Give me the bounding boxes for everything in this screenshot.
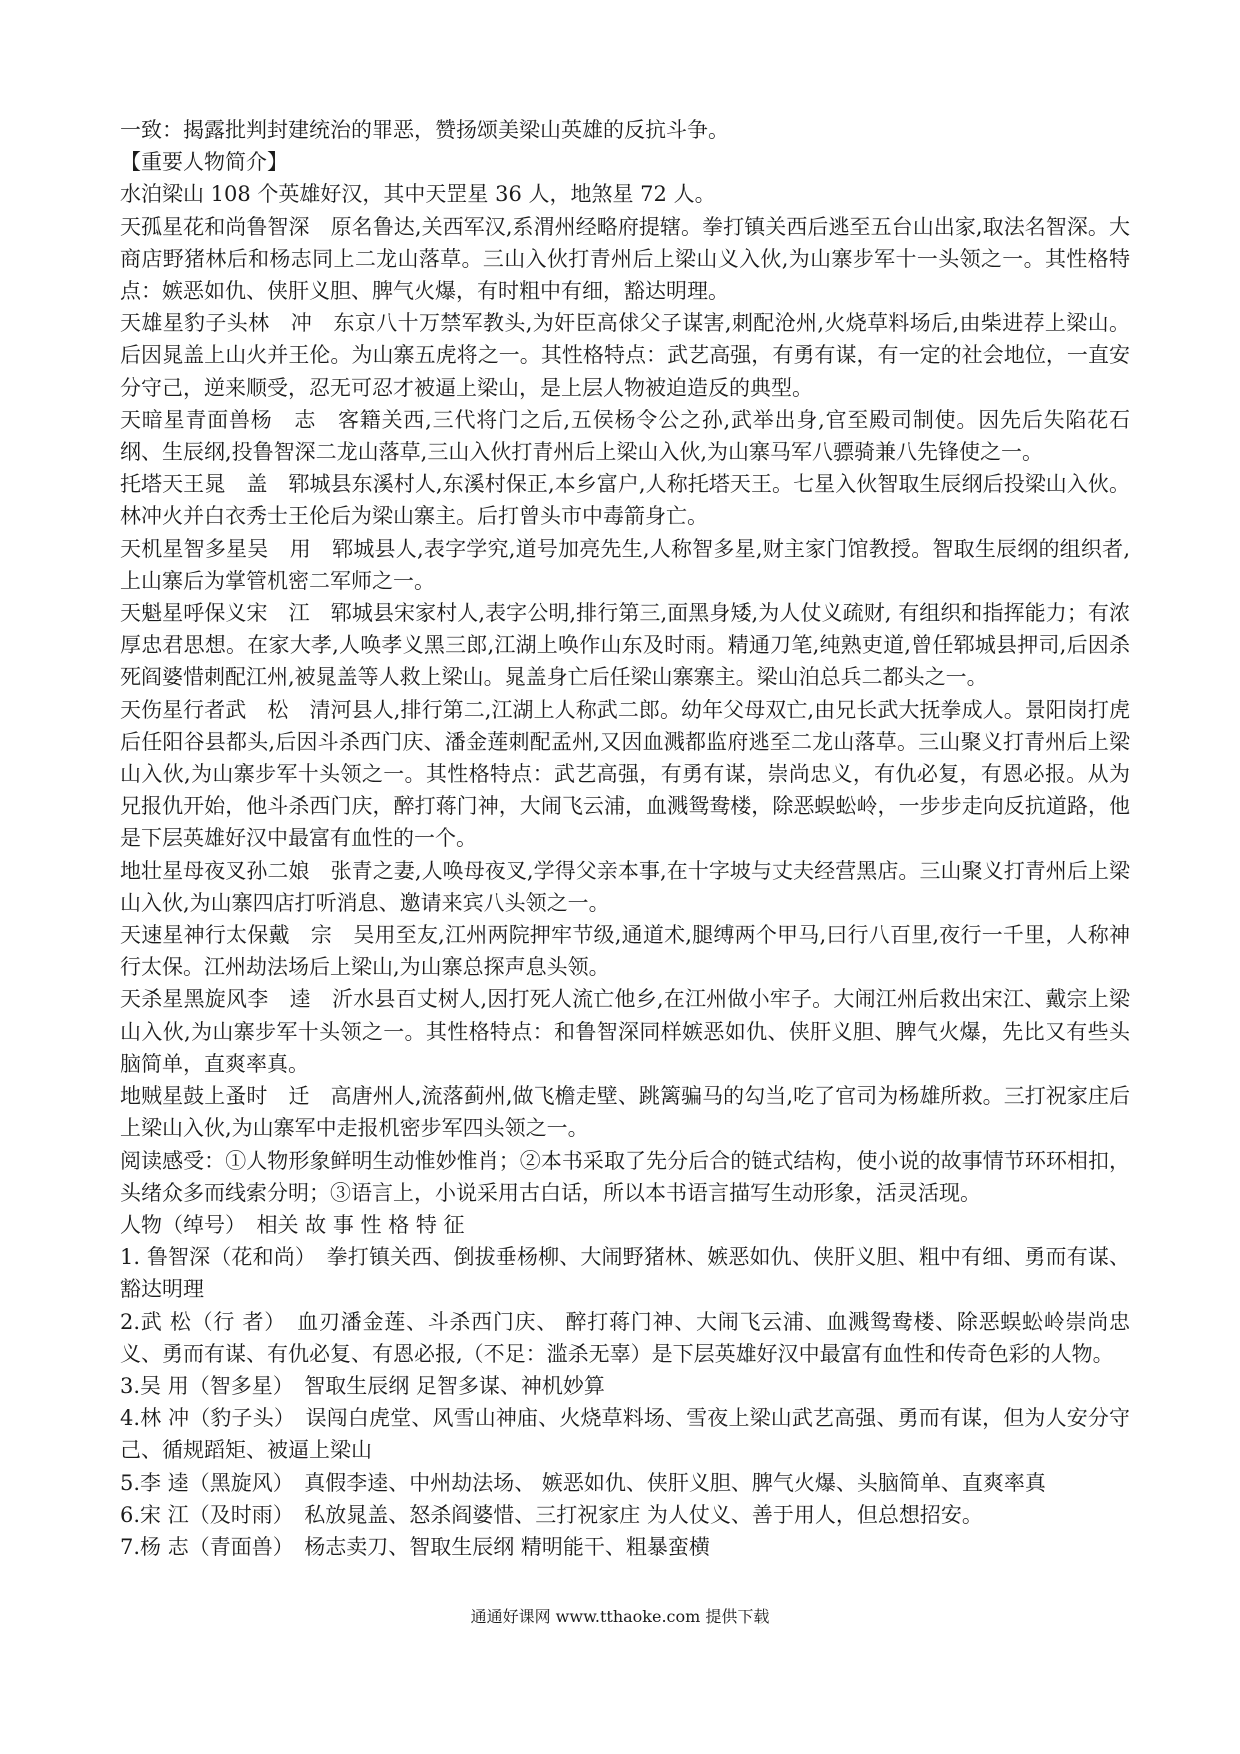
character-entry: 天机星智多星吴 用 郓城县人,表字学究,道号加亮先生,人称智多星,财主家门馆教授。智取生辰纲的组织者,上山寨后为掌管机密二军师之一。 [120,536,1130,593]
character-entry: 地壮星母夜叉孙二娘 张青之妻,人唤母夜叉,学得父亲本事,在十字坡与丈夫经营黑店。三山聚义打青州后上梁山入伙,为山寨四店打听消息、邀请来宾八头领之一。 [120,858,1130,915]
character-entry: 天孤星花和尚鲁智深 原名鲁达,关西军汉,系渭州经略府提辖。拳打镇关西后逃至五台山出家,取法名智深。大商店野猪林后和杨志同上二龙山落草。三山入伙打青州后上梁山义入伙,为山寨步军十一头领之一。其性格特点：嫉恶如仇、侠肝义胆、脾气火爆，有时粗中有细，豁达明理。 [120,214,1130,304]
character-entry: 天伤星行者武 松 清河县人,排行第二,江湖上人称武二郎。幼年父母双亡,由兄长武大抚拳成人。景阳岗打虎后任阳谷县都头,后因斗杀西门庆、潘金莲刺配孟州,又因血溅都监府逃至二龙山落草。三山聚义打青州后上梁山入伙,为山寨步军十头领之一。其性格特点：武艺高强，有勇有谋，崇尚忠义，有仇必复，有恩必报。从为兄报仇开始，他斗杀西门庆，醉打蒋门神，大闹飞云浦，血溅鸳鸯楼，除恶蜈蚣岭，一步步走向反抗道路，他是下层英雄好汉中最富有血性的一个。 [120,697,1130,851]
character-entry: 天速星神行太保戴 宗 吴用至友,江州两院押牢节级,通道术,腿缚两个甲马,曰行八百里,夜行一千里，人称神行太保。江州劫法场后上梁山,为山寨总探声息头领。 [120,923,1130,980]
list-item: 7.杨 志（青面兽） 杨志卖刀、智取生辰纲 精明能干、粗暴蛮横 [120,1534,710,1559]
section-heading: 【重要人物简介】 [120,150,288,175]
reading-feeling: 阅读感受：①人物形象鲜明生动惟妙惟肖；②本书采取了先分后合的链式结构，使小说的故事情节环环相扣，头绪众多而线索分明；③语言上，小说采用古白话，所以本书语言描写生动形象，活灵活现。 [120,1148,1130,1205]
character-entry: 天魁星呼保义宋 江 郓城县宋家村人,表字公明,排行第三,面黑身矮,为人仗义疏财, 有组织和指挥能力；有浓厚忠君思想。在家大孝,人唤孝义黑三郎,江湖上唤作山东及时雨。精通刀笔,纯熟吏道,曾任郓城县押司,后因杀死阎婆惜刺配江州,被晁盖等人救上梁山。晁盖身亡后任梁山寨寨主。梁山泊总兵二都头之一。 [120,601,1130,690]
document-body [120,114,1130,1563]
character-entry: 天雄星豹子头林 冲 东京八十万禁军教头,为奸臣高俅父子谋害,刺配沧州,火烧草料场后,由柴进荐上梁山。后因晁盖上山火并王伦。为山寨五虎将之一。其性格特点：武艺高强，有勇有谋，有一定的社会地位，一直安分守己，逆来顺受，忍无可忍才被逼上梁山，是上层人物被迫造反的典型。 [120,311,1130,400]
list-item: 3.吴 用（智多星） 智取生辰纲 足智多谋、神机妙算 [120,1373,605,1398]
character-entry: 天杀星黑旋风李 逵 沂水县百丈树人,因打死人流亡他乡,在江州做小牢子。大闹江州后救出宋江、戴宗上梁山入伙,为山寨步军十头领之一。其性格特点：和鲁智深同样嫉恶如仇、侠肝义胆、脾气火爆，先比又有些头脑简单，直爽率真。 [120,987,1130,1076]
page-footer: 通通好课网 www.tthaoke.com 提供下载 [470,1607,770,1626]
character-entry: 托塔天王晁 盖 郓城县东溪村人,东溪村保正,本乡富户,人称托塔天王。七星入伙智取生辰纲后投梁山入伙。林冲火并白衣秀士王伦后为梁山寨主。后打曾头市中毒箭身亡。 [120,472,1130,529]
list-item: 6.宋 江（及时雨） 私放晁盖、怒杀阎婆惜、三打祝家庄 为人仗义、善于用人，但总想招安。 [120,1502,983,1527]
table-heading: 人物（绰号） 相关 故 事 性 格 特 征 [120,1212,465,1237]
list-item: 1. 鲁智深（花和尚） 拳打镇关西、倒拔垂杨柳、大闹野猪林、嫉恶如仇、侠肝义胆、粗中有细、勇而有谋、豁达明理 [120,1245,1130,1302]
character-entry: 地贼星鼓上蚤时 迁 高唐州人,流落蓟州,做飞檐走壁、跳篱骗马的勾当,吃了官司为杨雄所救。三打祝家庄后上梁山入伙,为山寨军中走报机密步军四头领之一。 [120,1084,1130,1141]
list-item: 5.李 逵（黑旋风） 真假李逵、中州劫法场、 嫉恶如仇、侠肝义胆、脾气火爆、头脑简单、直爽率真 [120,1470,1046,1495]
list-item: 4.林 冲（豹子头） 误闯白虎堂、风雪山神庙、火烧草料场、雪夜上梁山武艺高强、勇而有谋，但为人安分守己、循规蹈矩、被逼上梁山 [120,1406,1130,1463]
paragraph: 一致：揭露批判封建统治的罪恶，赞扬颂美梁山英雄的反抗斗争。 [120,118,729,142]
character-entry: 天暗星青面兽杨 志 客籍关西,三代将门之后,五侯杨令公之孙,武举出身,官至殿司制使。因先后失陷花石纲、生辰纲,投鲁智深二龙山落草,三山入伙打青州后上梁山入伙,为山寨马军八骠骑兼八先锋使之一。 [120,407,1130,465]
paragraph: 水泊梁山 108 个英雄好汉，其中天罡星 36 人，地煞星 72 人。 [120,182,716,207]
list-item: 2.武 松（行 者） 血刃潘金莲、斗杀西门庆、 醉打蒋门神、大闹飞云浦、血溅鸳鸯楼、除恶蜈蚣岭崇尚忠义、勇而有谋、有仇必复、有恩必报,（不足：滥杀无辜）是下层英雄好汉中最富有血性和传奇色彩的人物。 [120,1309,1130,1366]
